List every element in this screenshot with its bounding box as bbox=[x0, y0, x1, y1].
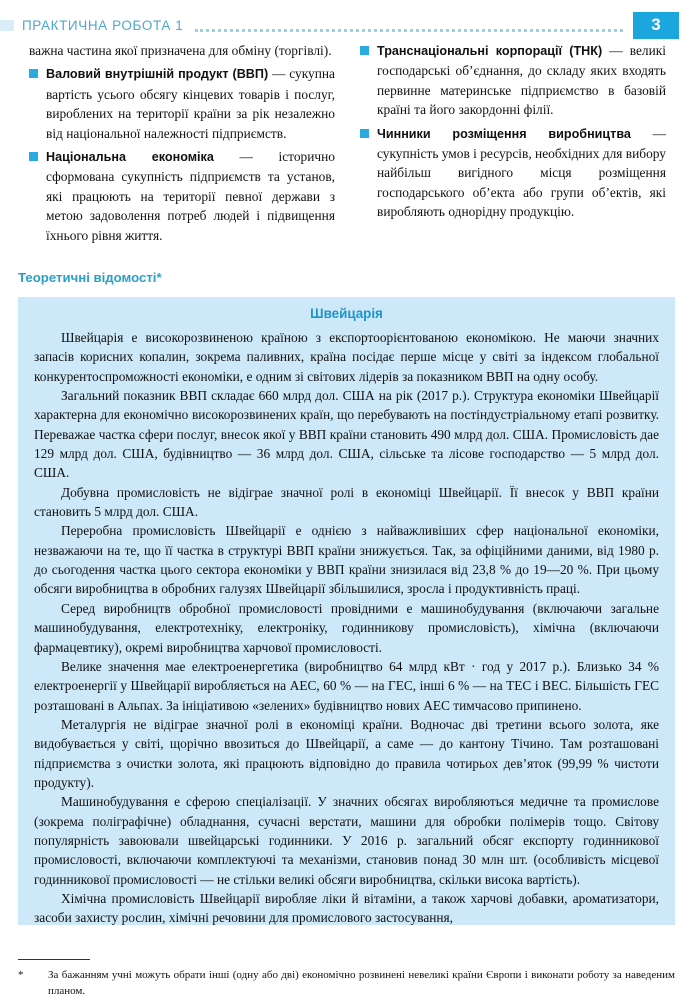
theory-info-box bbox=[18, 297, 675, 925]
footnote-marker: * bbox=[18, 969, 24, 981]
definitions-columns bbox=[29, 41, 666, 245]
definition-text: — сукупна вартість усього обсягу кінцевих товарів і послуг, вироблених на території країни за рік незалежно від національної належності підприємств. bbox=[46, 66, 335, 141]
dotted-leader bbox=[195, 15, 623, 32]
definition-text: — історично сформована сукупність підприємств та установ, які працюють на території певної держави з метою задоволення потреб людей і підвищення їхнього рівня життя. bbox=[46, 149, 336, 243]
info-paragraph: Швейцарія е високорозвиненою країною з експортоорієнтованою економікою. Не маючи значних запасів корисних копалин, зокрема паливних, країна посідає перше місце у світі за індексом глобальної конкурентоспроможності економіки, е одним зі світових лідерів за показником ВВП на одну особу. bbox=[34, 330, 659, 384]
info-paragraph: Добувна промисловість не відіграе значної ролі в економіці Швейцарії. Її внесок у ВВП країни становить 5 млрд дол. США. bbox=[34, 484, 659, 520]
page-number-badge: 3 bbox=[633, 12, 679, 39]
square-bullet-icon bbox=[360, 46, 369, 55]
running-head-title: ПРАКТИЧНА РОБОТА 1 bbox=[22, 17, 184, 33]
info-paragraph: Хімічна промисловість Швейцарії виробляе ліки й вітаміни, а також харчові добавки, ароматизатори, засоби захисту рослин, хімічні речовини для промислового застосування, bbox=[34, 890, 659, 926]
definition-text: — великі господарські об’єднання, до складу яких входять первинне материнське підприємство в базовій країні та його закордонні філії. bbox=[377, 43, 666, 118]
info-paragraph: Серед виробництв обробної промисловості провідними е машинобудування (включаючи загальне машинобудування, електротехніку, електроніку, годинникову промисловість), хімічна (включаючи фармацевтику), окремі виробництва харчової промисловості. bbox=[34, 600, 659, 655]
definition-body bbox=[377, 41, 666, 120]
definition-body bbox=[46, 64, 335, 143]
footnote-text: За бажанням учні можуть обрати інші (одну або дві) економічно розвинені невеликі країни Європи і виконати роботу за наведеним планом. bbox=[48, 969, 675, 997]
definition-body bbox=[377, 124, 666, 222]
square-bullet-icon bbox=[29, 152, 38, 161]
footnote bbox=[18, 959, 675, 999]
definition-body bbox=[46, 147, 335, 245]
info-paragraph: Машинобудування е сферою спеціалізації. У значних обсягах виробляються медичне та промислове (зокрема поліграфічне) обладнання, сучасні верстати, машини для обробки полімерів тощо. Світову популярність завоювали швейцарські годинники. У 2016 р. загальний обсяг експорту годинникової промисловості, включаючи комплектуючі та механізми, становив понад 30 млн шт. (особливість місцевої годинникової промисловості — не стільки великі обсяги виробництва, скільки висока вартість). bbox=[34, 794, 659, 887]
square-bullet-icon bbox=[360, 129, 369, 138]
running-head bbox=[0, 10, 693, 40]
definition-item bbox=[360, 124, 666, 222]
info-paragraph: Велике значення мае електроенергетика (виробництво 64 млрд кВт · год у 2017 р.). Близько 34 % електроенергії у Швейцарії виробляється на АЕС, 60 % — на ГЕС, інші 6 % — на ТЕС і ВЕС. Більшість ГЕС розташовані в Альпах. За ініціативою «зелених» будівництво нових АЕС тимчасово припинено. bbox=[34, 658, 659, 713]
definition-item bbox=[29, 147, 335, 245]
footnote-row bbox=[18, 967, 675, 999]
info-paragraph: Загальний показник ВВП складає 660 млрд дол. США на рік (2017 р.). Структура економіки Швейцарії характерна для економічно високорозвинених країн, що перебувають на постіндустріальному етапі розвитку. Переважае частка сфери послуг, внесок якої у ВВП країни становить 490 млрд дол. США. Промисловість дае 129 млрд дол. США, будівництво — 36 млрд дол. США, сільське та лісове господарство — 5 млрд дол. США. bbox=[34, 388, 659, 481]
continuation-paragraph: важна частина якої призначена для обміну (торгівлі). bbox=[29, 43, 332, 58]
definition-item bbox=[360, 41, 666, 120]
definition-term: Валовий внутрішній продукт (ВВП) bbox=[46, 67, 269, 82]
footnote-separator bbox=[18, 959, 90, 960]
definition-term: Транснаціональні корпорації (ТНК) bbox=[377, 44, 603, 58]
definitions-right-column bbox=[360, 41, 666, 245]
page-edge-marker bbox=[0, 20, 14, 31]
definition-text: — сукупність умов і ресурсів, необхідних для вибору найбільш вигідного місця розміщення господарського об’екта або групи об’ектів, які виробляють однорідну продукцію. bbox=[377, 125, 666, 220]
definition-term: Чинники розміщення виробництва bbox=[377, 126, 631, 141]
definition-item bbox=[29, 64, 335, 143]
definition-term: Національна економіка bbox=[46, 150, 214, 165]
definitions-left-column bbox=[29, 41, 335, 245]
info-box-title: Швейцарія bbox=[310, 306, 383, 321]
section-heading: Теоретичні відомості* bbox=[18, 270, 162, 285]
info-paragraph: Переробна промисловість Швейцарії е однією з найважливіших сфер національної економіки, незважаючи на те, що її частка в структурі ВВП країни знижується. Так, за офіційними даними, від 1980 р. до сьогодення частка цього сектора економіки у ВВП країни знизилася від 23,8 % до 19—20 %. При цьому обсяги виробництва в обробних галузях Швейцарії збільшилися, зросла і продуктивність праці. bbox=[34, 523, 659, 597]
square-bullet-icon bbox=[29, 69, 38, 78]
info-paragraph: Металургія не відіграе значної ролі в економіці країни. Водночас дві третини всього золота, яке видобувається у світі, щорічно ввозиться до Швейцарії, а саме — до кантону Тічино. Там розташовані підприємства з очистки золота, які працюють відповідно до правила чотирьох дев’яток (99,99 % чистоти продукту). bbox=[34, 716, 659, 790]
